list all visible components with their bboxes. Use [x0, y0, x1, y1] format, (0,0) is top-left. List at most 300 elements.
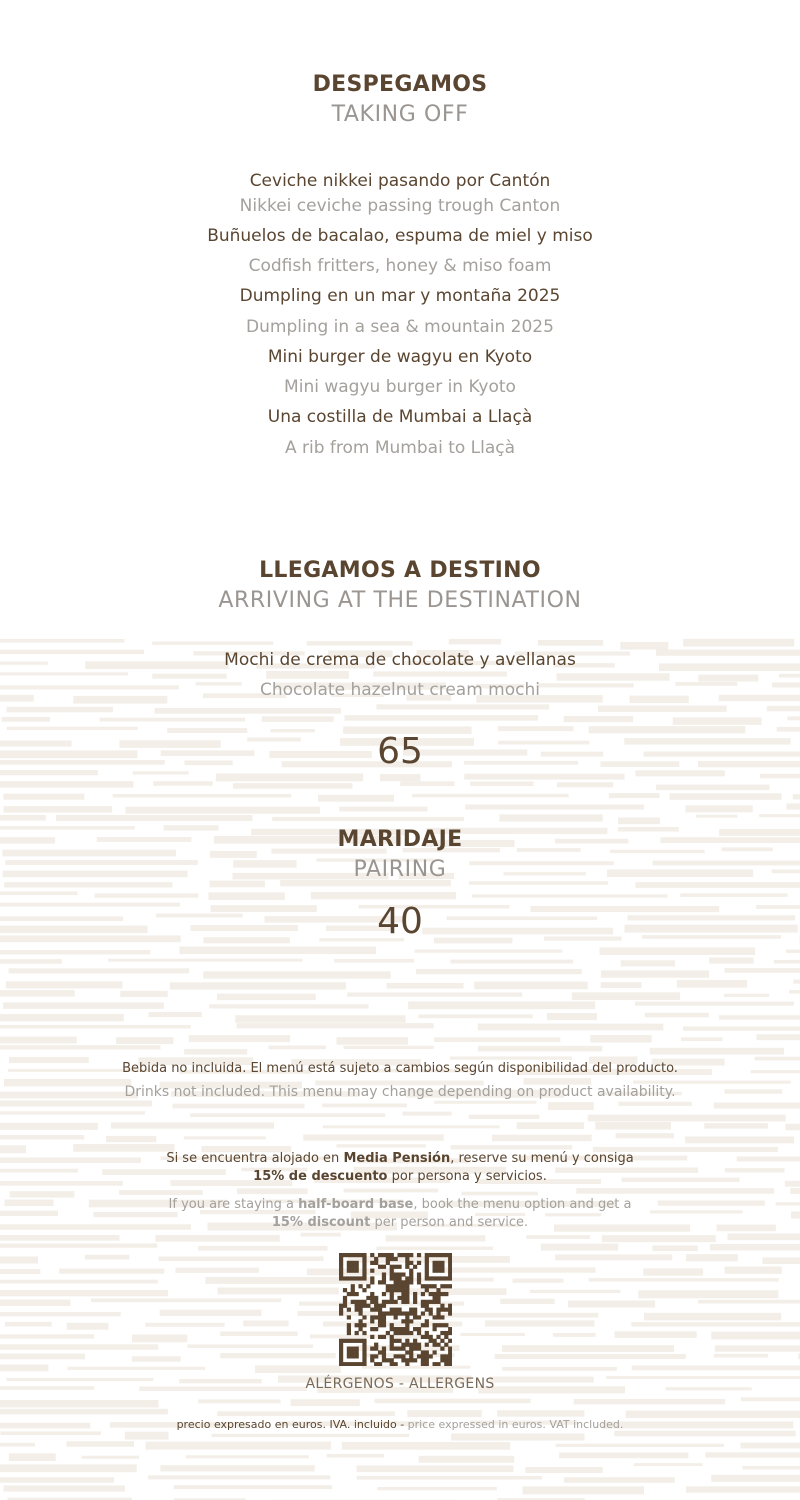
qr-module: [409, 1319, 413, 1323]
qr-module: [440, 1284, 444, 1288]
qr-module: [343, 1296, 347, 1300]
qr-module: [370, 1280, 374, 1284]
pairing-price: 40: [377, 901, 423, 942]
qr-module: [394, 1308, 398, 1312]
qr-module: [421, 1300, 425, 1304]
qr-module: [440, 1315, 444, 1319]
qr-module: [355, 1292, 359, 1296]
footer-es: precio expresado en euros. IVA. incluido -: [176, 1418, 408, 1431]
qr-module: [394, 1272, 398, 1276]
qr-module: [413, 1315, 417, 1319]
qr-module: [433, 1253, 437, 1257]
qr-module: [444, 1323, 448, 1327]
qr-module: [351, 1265, 355, 1269]
qr-module: [382, 1300, 386, 1304]
qr-module: [390, 1358, 394, 1362]
qr-module: [436, 1308, 440, 1312]
section-title-es: DESPEGAMOS: [312, 72, 488, 97]
qr-module: [413, 1300, 417, 1304]
qr-module: [390, 1323, 394, 1327]
promo-es-line-2: [0, 1168, 800, 1186]
qr-module: [425, 1354, 429, 1358]
note-en: Drinks not included. This menu may change depending on product availability.: [124, 1084, 676, 1100]
qr-module: [374, 1362, 378, 1366]
qr-module: [390, 1269, 394, 1273]
qr-module: [448, 1253, 452, 1257]
qr-module: [425, 1269, 429, 1273]
section-title-en: TAKING OFF: [331, 102, 469, 127]
qr-module: [394, 1284, 398, 1288]
qr-module: [351, 1354, 355, 1358]
qr-module: [374, 1304, 378, 1308]
dish-es: Mochi de crema de chocolate y avellanas: [224, 650, 576, 670]
qr-module: [405, 1292, 409, 1296]
qr-module: [440, 1339, 444, 1343]
qr-module: [425, 1253, 429, 1257]
qr-module: [394, 1311, 398, 1315]
qr-code-icon[interactable]: [339, 1253, 452, 1366]
promo-text: If you are staying a: [168, 1197, 299, 1212]
qr-module: [440, 1354, 444, 1358]
qr-module: [401, 1343, 405, 1347]
qr-module: [425, 1276, 429, 1280]
qr-module: [351, 1339, 355, 1343]
qr-module: [397, 1347, 401, 1351]
qr-module: [382, 1350, 386, 1354]
qr-module: [347, 1327, 351, 1331]
qr-module: [390, 1292, 394, 1296]
qr-module: [343, 1300, 347, 1304]
qr-module: [347, 1350, 351, 1354]
qr-module: [417, 1315, 421, 1319]
qr-module: [339, 1261, 343, 1265]
qr-module: [409, 1308, 413, 1312]
qr-module: [405, 1276, 409, 1280]
qr-module: [339, 1272, 343, 1276]
qr-module: [382, 1265, 386, 1269]
qr-module: [397, 1272, 401, 1276]
qr-module: [444, 1335, 448, 1339]
qr-module: [436, 1343, 440, 1347]
qr-module: [429, 1253, 433, 1257]
qr-module: [409, 1358, 413, 1362]
qr-module: [429, 1335, 433, 1339]
qr-module: [436, 1323, 440, 1327]
qr-module: [425, 1272, 429, 1276]
qr-module: [440, 1276, 444, 1280]
qr-module: [351, 1276, 355, 1280]
qr-module: [433, 1339, 437, 1343]
qr-module: [339, 1304, 343, 1308]
qr-module: [374, 1261, 378, 1265]
qr-module: [401, 1331, 405, 1335]
qr-module: [397, 1280, 401, 1284]
qr-module: [351, 1292, 355, 1296]
qr-module: [390, 1339, 394, 1343]
qr-module: [440, 1308, 444, 1312]
qr-module: [343, 1288, 347, 1292]
qr-module: [448, 1269, 452, 1273]
qr-module: [347, 1253, 351, 1257]
qr-module: [362, 1265, 366, 1269]
qr-module: [397, 1331, 401, 1335]
qr-module: [397, 1265, 401, 1269]
qr-module: [429, 1284, 433, 1288]
qr-module: [433, 1343, 437, 1347]
qr-module: [413, 1296, 417, 1300]
qr-module: [394, 1362, 398, 1366]
qr-module: [409, 1311, 413, 1315]
qr-module: [444, 1276, 448, 1280]
section-title-en: ARRIVING AT THE DESTINATION: [218, 588, 582, 613]
qr-module: [397, 1354, 401, 1358]
qr-module: [390, 1362, 394, 1366]
qr-module: [413, 1327, 417, 1331]
qr-module: [339, 1343, 343, 1347]
qr-module: [429, 1292, 433, 1296]
qr-module: [386, 1300, 390, 1304]
qr-module: [421, 1358, 425, 1362]
qr-module: [382, 1335, 386, 1339]
dish-en: Dumpling in a sea & mountain 2025: [246, 317, 554, 337]
qr-module: [448, 1272, 452, 1276]
qr-module: [386, 1261, 390, 1265]
qr-module: [355, 1261, 359, 1265]
qr-module: [378, 1319, 382, 1323]
qr-module: [397, 1296, 401, 1300]
qr-module: [358, 1300, 362, 1304]
qr-module: [347, 1308, 351, 1312]
promo-text: Si se encuentra alojado en: [166, 1151, 344, 1166]
dish-en: Mini wagyu burger in Kyoto: [284, 377, 516, 397]
qr-module: [362, 1343, 366, 1347]
qr-module: [397, 1284, 401, 1288]
qr-module: [351, 1269, 355, 1273]
qr-module: [405, 1323, 409, 1327]
qr-module: [339, 1347, 343, 1351]
qr-module: [362, 1253, 366, 1257]
qr-module: [355, 1269, 359, 1273]
qr-module: [433, 1315, 437, 1319]
qr-module: [448, 1347, 452, 1351]
qr-module: [405, 1265, 409, 1269]
qr-module: [401, 1280, 405, 1284]
qr-module: [370, 1327, 374, 1331]
qr-module: [355, 1304, 359, 1308]
qr-module: [425, 1343, 429, 1347]
qr-module: [436, 1292, 440, 1296]
qr-module: [355, 1308, 359, 1312]
qr-module: [440, 1292, 444, 1296]
qr-module: [394, 1331, 398, 1335]
qr-module: [436, 1300, 440, 1304]
qr-module: [429, 1308, 433, 1312]
qr-module: [394, 1327, 398, 1331]
qr-module: [382, 1311, 386, 1315]
qr-module: [421, 1323, 425, 1327]
qr-module: [374, 1257, 378, 1261]
qr-module: [362, 1269, 366, 1273]
qr-module: [405, 1327, 409, 1331]
qr-module: [421, 1311, 425, 1315]
qr-module: [448, 1284, 452, 1288]
qr-module: [339, 1362, 343, 1366]
qr-module: [429, 1300, 433, 1304]
promo-text: por persona y servicios.: [387, 1169, 547, 1184]
qr-module: [394, 1315, 398, 1319]
qr-module: [374, 1308, 378, 1312]
qr-module: [370, 1319, 374, 1323]
qr-module: [425, 1331, 429, 1335]
qr-module: [401, 1296, 405, 1300]
qr-module: [370, 1358, 374, 1362]
dish-en: Nikkei ceviche passing trough Canton: [239, 196, 561, 216]
qr-module: [405, 1296, 409, 1300]
qr-module: [397, 1276, 401, 1280]
qr-module: [362, 1304, 366, 1308]
promo-text: , reserve su menú y consiga: [450, 1151, 634, 1166]
qr-module: [378, 1362, 382, 1366]
allergens-link[interactable]: ALÉRGENOS - ALLERGENS: [305, 1376, 495, 1392]
qr-module: [358, 1311, 362, 1315]
qr-module: [351, 1288, 355, 1292]
qr-module: [421, 1362, 425, 1366]
qr-module: [370, 1276, 374, 1280]
qr-module: [355, 1331, 359, 1335]
qr-module: [436, 1288, 440, 1292]
qr-module: [397, 1308, 401, 1312]
qr-module: [355, 1276, 359, 1280]
qr-module: [394, 1354, 398, 1358]
qr-module: [355, 1265, 359, 1269]
menu-price: 65: [377, 731, 423, 772]
qr-module: [339, 1350, 343, 1354]
qr-module: [448, 1257, 452, 1261]
qr-module: [358, 1323, 362, 1327]
qr-module: [409, 1343, 413, 1347]
qr-module: [390, 1272, 394, 1276]
qr-module: [362, 1350, 366, 1354]
footer-note: [0, 1418, 800, 1431]
qr-module: [448, 1311, 452, 1315]
dish-es: Mini burger de wagyu en Kyoto: [267, 347, 533, 367]
qr-module: [394, 1339, 398, 1343]
qr-module: [362, 1315, 366, 1319]
qr-module: [444, 1343, 448, 1347]
qr-module: [382, 1319, 386, 1323]
qr-module: [405, 1362, 409, 1366]
qr-module: [362, 1300, 366, 1304]
qr-module: [347, 1362, 351, 1366]
qr-module: [382, 1253, 386, 1257]
qr-module: [405, 1358, 409, 1362]
qr-module: [378, 1308, 382, 1312]
qr-module: [421, 1284, 425, 1288]
promo-highlight: half-board base: [298, 1197, 414, 1212]
qr-module: [405, 1280, 409, 1284]
section-title-en: PAIRING: [353, 857, 447, 882]
qr-module: [413, 1347, 417, 1351]
qr-module: [390, 1300, 394, 1304]
qr-module: [347, 1261, 351, 1265]
qr-module: [394, 1300, 398, 1304]
qr-module: [429, 1354, 433, 1358]
qr-module: [405, 1300, 409, 1304]
qr-module: [440, 1358, 444, 1362]
qr-module: [351, 1362, 355, 1366]
qr-module: [436, 1311, 440, 1315]
qr-module: [405, 1343, 409, 1347]
qr-module: [425, 1261, 429, 1265]
qr-module: [417, 1354, 421, 1358]
qr-module: [417, 1343, 421, 1347]
qr-module: [374, 1300, 378, 1304]
qr-module: [351, 1253, 355, 1257]
qr-module: [397, 1327, 401, 1331]
qr-module: [436, 1315, 440, 1319]
qr-module: [362, 1261, 366, 1265]
qr-module: [339, 1311, 343, 1315]
qr-module: [429, 1276, 433, 1280]
qr-module: [390, 1347, 394, 1351]
qr-module: [433, 1284, 437, 1288]
qr-module: [390, 1257, 394, 1261]
qr-module: [343, 1362, 347, 1366]
qr-module: [409, 1269, 413, 1273]
qr-module: [386, 1311, 390, 1315]
qr-module: [425, 1350, 429, 1354]
qr-module: [436, 1265, 440, 1269]
qr-module: [347, 1265, 351, 1269]
qr-module: [405, 1257, 409, 1261]
section-title-es: LLEGAMOS A DESTINO: [259, 558, 541, 583]
qr-module: [370, 1296, 374, 1300]
qr-module: [413, 1311, 417, 1315]
qr-module: [421, 1292, 425, 1296]
qr-module: [401, 1311, 405, 1315]
qr-module: [370, 1335, 374, 1339]
qr-module: [425, 1358, 429, 1362]
qr-module: [436, 1276, 440, 1280]
qr-module: [429, 1339, 433, 1343]
qr-module: [394, 1347, 398, 1351]
qr-module: [413, 1308, 417, 1312]
qr-module: [425, 1335, 429, 1339]
qr-module: [436, 1335, 440, 1339]
qr-module: [401, 1358, 405, 1362]
qr-module: [374, 1354, 378, 1358]
qr-module: [440, 1269, 444, 1273]
qr-module: [417, 1280, 421, 1284]
qr-module: [378, 1323, 382, 1327]
dish-en: Chocolate hazelnut cream mochi: [260, 680, 540, 700]
qr-module: [343, 1276, 347, 1280]
qr-module: [401, 1253, 405, 1257]
qr-module: [417, 1272, 421, 1276]
qr-module: [425, 1304, 429, 1308]
qr-module: [382, 1358, 386, 1362]
qr-module: [382, 1292, 386, 1296]
qr-module: [417, 1331, 421, 1335]
qr-module: [405, 1284, 409, 1288]
footer-en: price expressed in euros. VAT included.: [407, 1418, 624, 1431]
qr-module: [347, 1315, 351, 1319]
qr-module: [390, 1335, 394, 1339]
promo-en-line-2: [0, 1214, 800, 1232]
qr-module: [401, 1347, 405, 1351]
qr-module: [405, 1311, 409, 1315]
qr-module: [347, 1276, 351, 1280]
qr-module: [390, 1311, 394, 1315]
qr-module: [425, 1288, 429, 1292]
qr-module: [362, 1272, 366, 1276]
qr-module: [339, 1269, 343, 1273]
qr-module: [351, 1350, 355, 1354]
qr-module: [425, 1319, 429, 1323]
qr-module: [362, 1257, 366, 1261]
qr-module: [421, 1350, 425, 1354]
qr-module: [382, 1304, 386, 1308]
dish-es: Una costilla de Mumbai a Llaçà: [267, 407, 533, 427]
qr-module: [405, 1339, 409, 1343]
qr-module: [386, 1358, 390, 1362]
qr-module: [444, 1253, 448, 1257]
qr-module: [374, 1315, 378, 1319]
qr-module: [401, 1300, 405, 1304]
qr-module: [382, 1276, 386, 1280]
qr-module: [358, 1327, 362, 1331]
qr-module: [425, 1257, 429, 1261]
promo-highlight: Media Pensión: [343, 1151, 451, 1166]
qr-module: [374, 1343, 378, 1347]
qr-module: [409, 1354, 413, 1358]
qr-module: [405, 1315, 409, 1319]
qr-module: [339, 1358, 343, 1362]
qr-module: [444, 1354, 448, 1358]
qr-module: [409, 1253, 413, 1257]
qr-module: [409, 1347, 413, 1351]
qr-module: [429, 1311, 433, 1315]
qr-module: [417, 1347, 421, 1351]
qr-module: [355, 1253, 359, 1257]
qr-module: [417, 1261, 421, 1265]
qr-module: [358, 1308, 362, 1312]
qr-module: [436, 1261, 440, 1265]
section-title-es: MARIDAJE: [337, 827, 463, 852]
qr-module: [394, 1257, 398, 1261]
qr-module: [390, 1253, 394, 1257]
qr-module: [425, 1284, 429, 1288]
qr-module: [339, 1354, 343, 1358]
qr-module: [405, 1350, 409, 1354]
qr-module: [448, 1358, 452, 1362]
qr-module: [343, 1253, 347, 1257]
qr-module: [362, 1347, 366, 1351]
qr-module: [358, 1339, 362, 1343]
qr-module: [409, 1331, 413, 1335]
qr-module: [378, 1253, 382, 1257]
qr-module: [409, 1276, 413, 1280]
qr-module: [355, 1362, 359, 1366]
qr-module: [448, 1331, 452, 1335]
qr-module: [347, 1292, 351, 1296]
qr-module: [355, 1300, 359, 1304]
qr-module: [401, 1272, 405, 1276]
qr-module: [421, 1335, 425, 1339]
qr-module: [421, 1304, 425, 1308]
qr-module: [374, 1347, 378, 1351]
qr-module: [362, 1339, 366, 1343]
